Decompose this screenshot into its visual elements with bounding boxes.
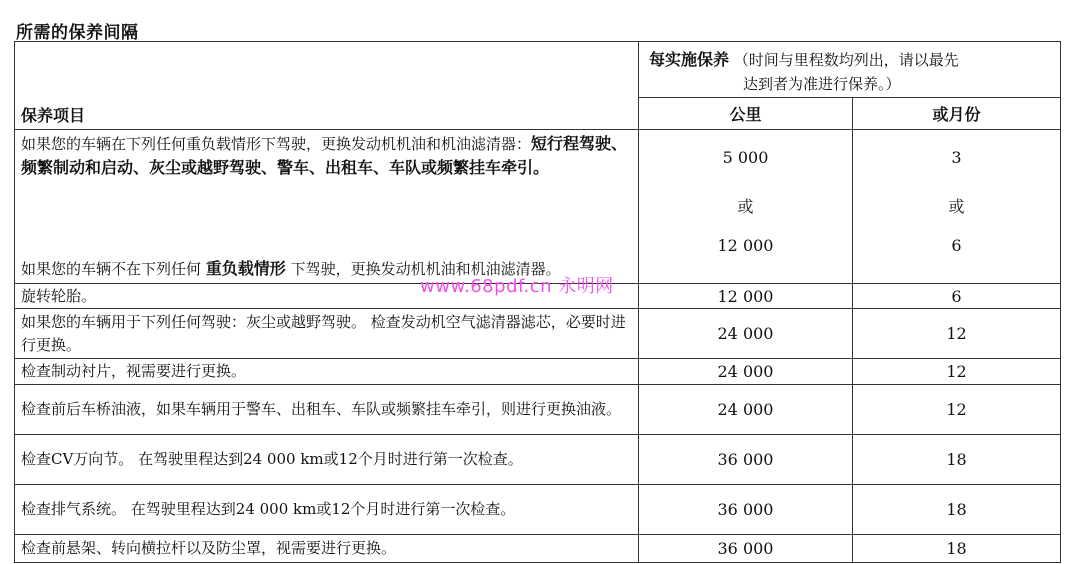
table-row xyxy=(15,435,1061,485)
km-value: 24 000 xyxy=(639,309,853,359)
watermark: www.68pdf.cn 永明网 xyxy=(420,276,614,297)
item-text: 如果您的车辆在下列任何重负载情形下驾驶，更换发动机机油和机油滤清器： xyxy=(21,135,532,153)
km-value: 12 000 xyxy=(639,284,853,309)
km-value: 36 000 xyxy=(639,435,853,485)
table-row xyxy=(15,535,1061,563)
header-interval xyxy=(639,42,1061,98)
month-value: 6 xyxy=(951,236,962,255)
month-value: 18 xyxy=(853,535,1061,563)
item-cell: 检查前后车桥油液，如果车辆用于警车、出租车、车队或频繁挂车牵引，则进行更换油液。 xyxy=(15,385,639,435)
month-value: 12 xyxy=(853,309,1061,359)
table-row xyxy=(15,385,1061,435)
or-label: 或 xyxy=(948,197,965,216)
month-value: 18 xyxy=(853,435,1061,485)
km-value: 24 000 xyxy=(639,385,853,435)
km-value: 36 000 xyxy=(639,535,853,563)
header-item: 保养项目 xyxy=(15,42,639,130)
item-text: 如果您的车辆不在下列任何 xyxy=(21,260,202,278)
km-cell xyxy=(639,130,853,284)
km-value: 12 000 xyxy=(717,236,774,255)
item-text-bold: 短行程驾驶、频繁制动和启动、灰尘或越野驾驶、警车、出租车、车队或频繁挂车牵引。 xyxy=(21,134,628,177)
header-km: 公里 xyxy=(639,98,853,130)
page-title: 所需的保养间隔 xyxy=(16,23,139,43)
header-interval-note-1: （时间与里程数均列出，请以最先 xyxy=(733,51,959,69)
month-value: 12 xyxy=(853,385,1061,435)
item-cell: 检查前悬架、转向横拉杆以及防尘罩，视需要进行更换。 xyxy=(15,535,639,563)
km-value: 5 000 xyxy=(722,148,769,167)
item-oil-heavy xyxy=(21,132,632,180)
item-cell: 检查制动衬片，视需要进行更换。 xyxy=(15,359,639,385)
header-interval-note-2: 达到者为准进行保养。） xyxy=(743,75,901,93)
item-cell: 检查排气系统。 在驾驶里程达到24 000 km或12个月时进行第一次检查。 xyxy=(15,485,639,535)
item-cell: 检查CV万向节。 在驾驶里程达到24 000 km或12个月时进行第一次检查。 xyxy=(15,435,639,485)
month-cell xyxy=(853,130,1061,284)
table-row xyxy=(15,130,1061,284)
or-label: 或 xyxy=(737,197,754,216)
km-value: 24 000 xyxy=(639,359,853,385)
item-cell: 旋转轮胎。 xyxy=(15,284,639,309)
month-value: 12 xyxy=(853,359,1061,385)
header-month: 或月份 xyxy=(853,98,1061,130)
header-interval-title: 每实施保养 xyxy=(649,50,730,69)
item-text-bold: 重负载情形 xyxy=(205,259,286,278)
item-cell: 如果您的车辆用于下列任何驾驶：灰尘或越野驾驶。 检查发动机空气滤清器滤芯，必要时进行更换。 xyxy=(15,309,639,359)
month-value: 6 xyxy=(853,284,1061,309)
month-value: 18 xyxy=(853,485,1061,535)
km-value: 36 000 xyxy=(639,485,853,535)
table-row xyxy=(15,359,1061,385)
header-row-interval xyxy=(15,42,1061,98)
table-row xyxy=(15,485,1061,535)
table-row xyxy=(15,309,1061,359)
month-value: 3 xyxy=(951,148,962,167)
item-text: 下驾驶，更换发动机机油和机油滤清器。 xyxy=(290,260,561,278)
item-cell xyxy=(15,130,639,284)
maintenance-schedule-table xyxy=(14,41,1061,563)
